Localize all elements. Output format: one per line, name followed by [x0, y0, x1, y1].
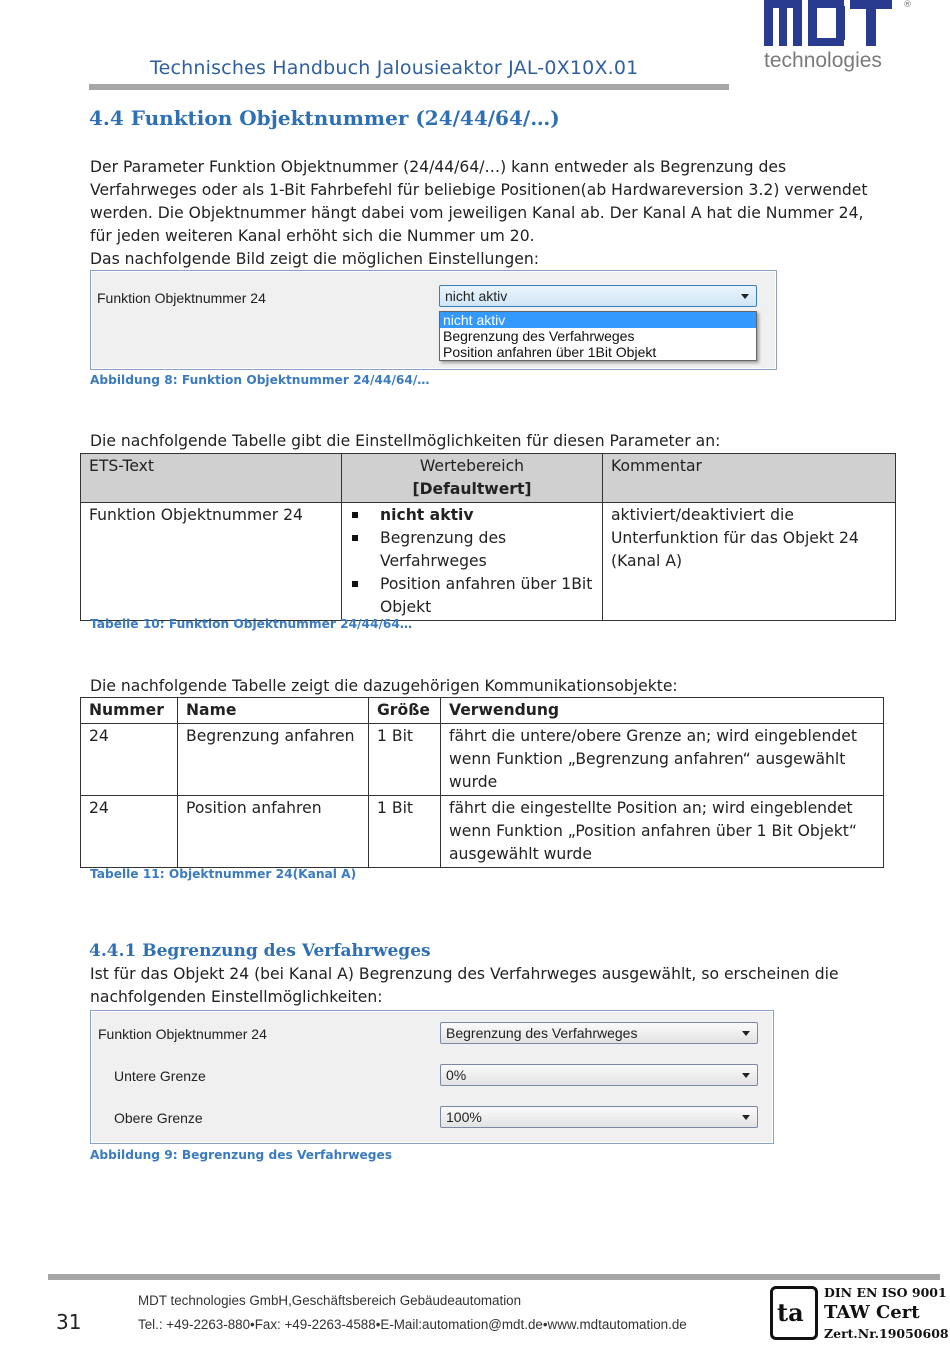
cell-name: Position anfahren	[178, 796, 369, 868]
value-item: nicht aktiv	[380, 504, 594, 527]
dropdown-option[interactable]: Position anfahren über 1Bit Objekt	[443, 344, 657, 360]
subsection-heading: 4.4.1 Begrenzung des Verfahrweges	[89, 941, 431, 961]
header-comment: Kommentar	[603, 454, 896, 503]
intro-line: Ist für das Objekt 24 (bei Kanal A) Begrenzung des Verfahrweges ausgewählt, so erscheinen die	[90, 965, 839, 983]
table-10-intro: Die nachfolgende Tabelle gibt die Einstellmöglichkeiten für diesen Parameter an:	[90, 432, 721, 450]
cert-standard: DIN EN ISO 9001	[824, 1285, 947, 1300]
objects-table	[80, 697, 884, 868]
table-row	[81, 724, 884, 796]
header-name: Name	[178, 698, 369, 724]
logo-subtitle: technologies	[764, 49, 882, 72]
chevron-down-icon	[741, 294, 749, 299]
header-size: Größe	[369, 698, 441, 724]
chevron-down-icon	[742, 1031, 750, 1036]
header-range	[342, 454, 603, 503]
upper-limit-label: Obere Grenze	[114, 1110, 203, 1126]
cell-comment: aktiviert/deaktiviert die Unterfunktion für das Objekt 24 (Kanal A)	[603, 503, 896, 621]
table-10-caption: Tabelle 10: Funktion Objektnummer 24/44/64…	[90, 617, 413, 631]
select-value: 100%	[446, 1109, 482, 1125]
intro-line: für jeden weiteren Kanal erhöht sich die Nummer um 20.	[90, 227, 535, 245]
select-value: 0%	[446, 1067, 467, 1083]
header-divider	[89, 84, 729, 90]
intro-line: nachfolgenden Einstellmöglichkeiten:	[90, 988, 383, 1006]
cell-name: Begrenzung anfahren	[178, 724, 369, 796]
footer-company: MDT technologies GmbH,Geschäftsbereich Gebäudeautomation	[138, 1293, 522, 1308]
cell-ets: Funktion Objektnummer 24	[81, 503, 342, 621]
dropdown-option[interactable]: Begrenzung des Verfahrweges	[443, 328, 635, 344]
value-item: Position anfahren über 1Bit Objekt	[380, 573, 594, 619]
header-number: Nummer	[81, 698, 178, 724]
parameter-table	[80, 453, 896, 621]
table-11-intro: Die nachfolgende Tabelle zeigt die dazugehörigen Kommunikationsobjekte:	[90, 677, 678, 695]
function-select[interactable]	[439, 285, 757, 307]
header-range-label: Wertebereich	[419, 457, 525, 475]
cell-values	[342, 503, 603, 621]
subsection-intro	[90, 963, 839, 1009]
table-row	[81, 503, 896, 621]
cell-usage: fährt die untere/obere Grenze an; wird eingeblendet wenn Funktion „Begrenzung anfahren“ ausgewählt wurde	[441, 724, 884, 796]
page-number: 31	[56, 1310, 82, 1334]
figure-8-caption: Abbildung 8: Funktion Objektnummer 24/44/64/…	[90, 373, 430, 387]
upper-limit-select[interactable]	[440, 1106, 758, 1128]
cell-number: 24	[81, 724, 178, 796]
cert-number: Zert.Nr.19050608	[824, 1326, 949, 1341]
cell-number: 24	[81, 796, 178, 868]
header-usage: Verwendung	[441, 698, 884, 724]
lower-limit-label: Untere Grenze	[114, 1068, 206, 1084]
cell-size: 1 Bit	[369, 724, 441, 796]
dropdown-option[interactable]: nicht aktiv	[440, 312, 756, 328]
intro-line: Verfahrweges oder als 1-Bit Fahrbefehl für beliebige Positionen(ab Hardwareversion 3.2) verwendet	[90, 181, 868, 199]
intro-line: Das nachfolgende Bild zeigt die möglichen Einstellungen:	[90, 250, 539, 268]
figure-8-screenshot	[90, 270, 777, 370]
function-dropdown	[439, 311, 757, 361]
figure-9-screenshot	[90, 1010, 774, 1144]
select-value: nicht aktiv	[445, 288, 508, 304]
cert-logo-text: ta	[777, 1298, 804, 1327]
cert-name: TAW Cert	[824, 1302, 920, 1323]
mdt-logo	[764, 0, 892, 46]
table-header-row	[81, 698, 884, 724]
table-11-caption: Tabelle 11: Objektnummer 24(Kanal A)	[90, 867, 357, 881]
param-label: Funktion Objektnummer 24	[98, 1026, 267, 1042]
cell-usage: fährt die eingestellte Position an; wird eingeblendet wenn Funktion „Position anfahren über 1 Bit Objekt“ ausgewählt wurde	[441, 796, 884, 868]
param-label: Funktion Objektnummer 24	[97, 290, 266, 306]
footer-divider	[48, 1274, 940, 1280]
figure-9-caption: Abbildung 9: Begrenzung des Verfahrweges	[90, 1148, 393, 1162]
chevron-down-icon	[742, 1073, 750, 1078]
intro-line: werden. Die Objektnummer hängt dabei vom jeweiligen Kanal ab. Der Kanal A hat die Nummer 24,	[90, 204, 864, 222]
header-ets: ETS-Text	[81, 454, 342, 503]
lower-limit-select[interactable]	[440, 1064, 758, 1086]
header-default-label: [Defaultwert]	[412, 480, 532, 498]
section-heading: 4.4 Funktion Objektnummer (24/44/64/…)	[89, 106, 560, 130]
value-item: Begrenzung des Verfahrweges	[380, 527, 594, 573]
table-row	[81, 796, 884, 868]
taw-cert-logo	[770, 1286, 818, 1340]
footer-contact: Tel.: +49-2263-880•Fax: +49-2263-4588•E-Mail:automation@mdt.de•www.mdtautomation.de	[138, 1317, 687, 1332]
chevron-down-icon	[742, 1115, 750, 1120]
registered-mark: ®	[903, 0, 912, 10]
document-title: Technisches Handbuch Jalousieaktor JAL-0X10X.01	[150, 57, 639, 79]
select-value: Begrenzung des Verfahrweges	[446, 1025, 638, 1041]
table-header-row	[81, 454, 896, 503]
intro-line: Der Parameter Funktion Objektnummer (24/44/64/…) kann entweder als Begrenzung des	[90, 158, 787, 176]
cell-size: 1 Bit	[369, 796, 441, 868]
section-intro	[90, 156, 867, 271]
function-select[interactable]	[440, 1022, 758, 1044]
